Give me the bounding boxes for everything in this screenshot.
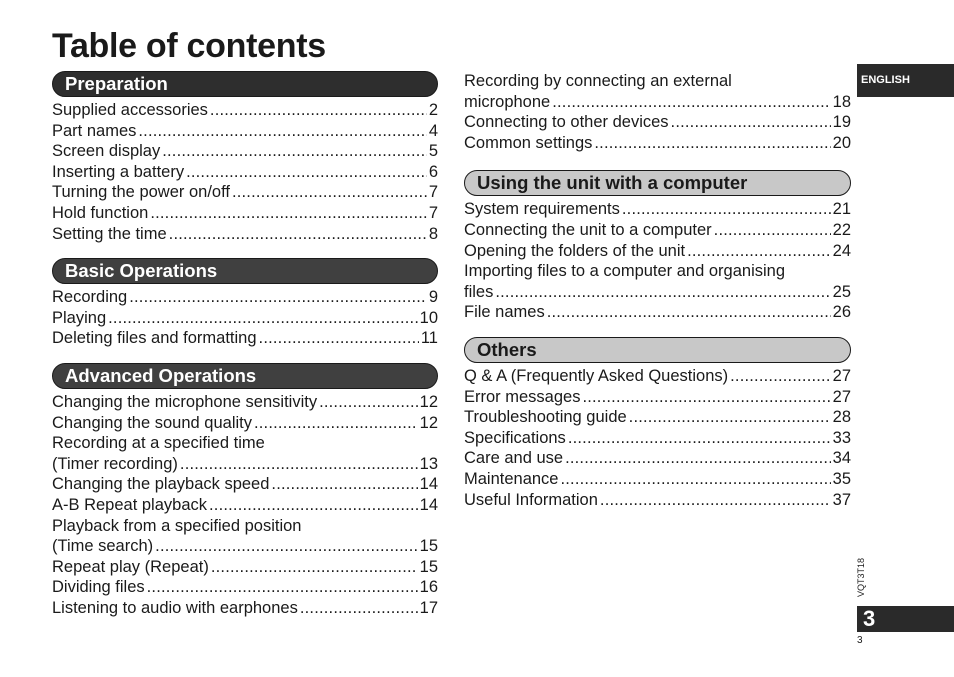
toc-page-number: 13 [419,454,438,473]
toc-page-number: 10 [419,308,438,327]
toc-list-others [464,366,851,510]
toc-page-number: 25 [832,282,851,301]
toc-page-number: 14 [419,495,438,514]
toc-page-number: 27 [832,366,851,385]
toc-entry[interactable]: Deleting files and formatting ..... 11 [52,328,438,349]
toc-entry[interactable]: Troubleshooting guide ..... 28 [464,407,851,428]
toc-entry[interactable]: Part names ..... 4 [52,121,438,142]
toc-page-number: 27 [832,387,851,406]
toc-entry[interactable]: System requirements ..... 21 [464,199,851,220]
toc-list-preparation [52,100,438,244]
toc-page-number: 35 [832,469,851,488]
toc-page-number: 7 [428,203,438,222]
toc-page-number: 21 [832,200,851,219]
toc-entry[interactable]: Useful Information ..... 37 [464,490,851,511]
toc-left-column [52,71,438,618]
toc-page-number: 12 [419,392,438,411]
section-advanced-operations [52,363,438,619]
toc-page-number: 14 [419,475,438,494]
toc-page-number: 15 [419,537,438,556]
toc-page-number: 5 [428,142,438,161]
toc-page-number: 17 [419,598,438,617]
toc-page-number: 20 [832,133,851,152]
toc-list-continued [464,71,851,153]
section-preparation [52,71,438,244]
section-basic-operations [52,258,438,349]
toc-entry[interactable]: File names ..... 26 [464,302,851,323]
toc-page-number: 19 [832,113,851,132]
toc-page-number: 37 [832,490,851,509]
toc-list-computer [464,199,851,323]
page-title: Table of contents [52,27,326,65]
language-tab: ENGLISH [857,64,954,97]
toc-entry[interactable]: Error messages ..... 27 [464,387,851,408]
toc-page-number: 6 [428,162,438,181]
model-code: VQT3T18 [856,557,866,597]
toc-entry[interactable]: Q & A (Frequently Asked Questions) ..... 27 [464,366,851,387]
toc-entry[interactable]: Changing the playback speed ..... 14 [52,474,438,495]
toc-list-basic-operations [52,287,438,349]
toc-page-number: 12 [419,413,438,432]
section-using-the-unit-with-a-computer [464,170,851,323]
toc-entry[interactable]: Repeat play (Repeat) ..... 15 [52,557,438,578]
toc-entry[interactable]: Playing ..... 10 [52,308,438,329]
toc-page-number: 16 [419,578,438,597]
toc-page-number: 22 [832,220,851,239]
toc-page-number: 2 [428,101,438,119]
page-number-tab: 3 [857,606,954,632]
toc-list-advanced-operations [52,392,438,619]
toc-entry[interactable]: Connecting to other devices ..... 19 [464,112,851,133]
toc-entry[interactable]: Turning the power on/off ..... 7 [52,182,438,203]
section-heading-basic-operations: Basic Operations [52,258,438,284]
toc-entry[interactable]: Supplied accessories ..... 2 [52,100,438,121]
toc-entry[interactable]: Screen display ..... 5 [52,141,438,162]
section-others [464,337,851,510]
toc-page-number: 4 [428,121,438,140]
page-number-small: 3 [857,635,863,646]
toc-entry[interactable]: Changing the microphone sensitivity ..... 12 [52,392,438,413]
toc-entry-multiline[interactable]: Importing files to a computer and organising files ..... 25 [464,261,851,302]
toc-right-column [464,71,851,510]
toc-page-number: 28 [832,408,851,427]
toc-page-number: 24 [832,241,851,260]
toc-entry[interactable]: Opening the folders of the unit ..... 24 [464,241,851,262]
toc-page-number: 15 [419,557,438,576]
toc-entry[interactable]: Hold function ..... 7 [52,203,438,224]
toc-entry[interactable]: Care and use ..... 34 [464,448,851,469]
toc-entry-multiline[interactable]: Recording by connecting an external microphone ..... 18 [464,71,851,112]
section-heading-computer: Using the unit with a computer [464,170,851,196]
toc-entry[interactable]: Connecting the unit to a computer ..... 22 [464,220,851,241]
section-heading-advanced-operations: Advanced Operations [52,363,438,389]
toc-entry[interactable]: Inserting a battery ..... 6 [52,162,438,183]
toc-page-number: 18 [832,92,851,111]
toc-page-number: 9 [428,288,438,307]
toc-entry-multiline[interactable]: Recording at a specified time (Timer recording) ..... 13 [52,433,438,474]
toc-entry[interactable]: A-B Repeat playback ..... 14 [52,495,438,516]
toc-entry[interactable]: Changing the sound quality ..... 12 [52,413,438,434]
toc-page-number: 7 [428,183,438,202]
toc-entry[interactable]: Recording ..... 9 [52,287,438,308]
toc-entry-multiline[interactable]: Playback from a specified position (Time search) ..... 15 [52,516,438,557]
toc-page-number: 26 [832,303,851,322]
toc-entry[interactable]: Maintenance ..... 35 [464,469,851,490]
toc-page-number: 33 [832,428,851,447]
toc-page-number: 8 [428,224,438,243]
toc-entry[interactable]: Listening to audio with earphones ..... 17 [52,598,438,619]
toc-page-number: 11 [420,329,438,348]
section-heading-others: Others [464,337,851,363]
toc-entry[interactable]: Dividing files ..... 16 [52,577,438,598]
toc-page-number: 34 [832,449,851,468]
toc-entry[interactable]: Setting the time ..... 8 [52,224,438,245]
section-heading-preparation: Preparation [52,71,438,97]
toc-entry[interactable]: Common settings ..... 20 [464,133,851,154]
toc-entry[interactable]: Specifications ..... 33 [464,428,851,449]
